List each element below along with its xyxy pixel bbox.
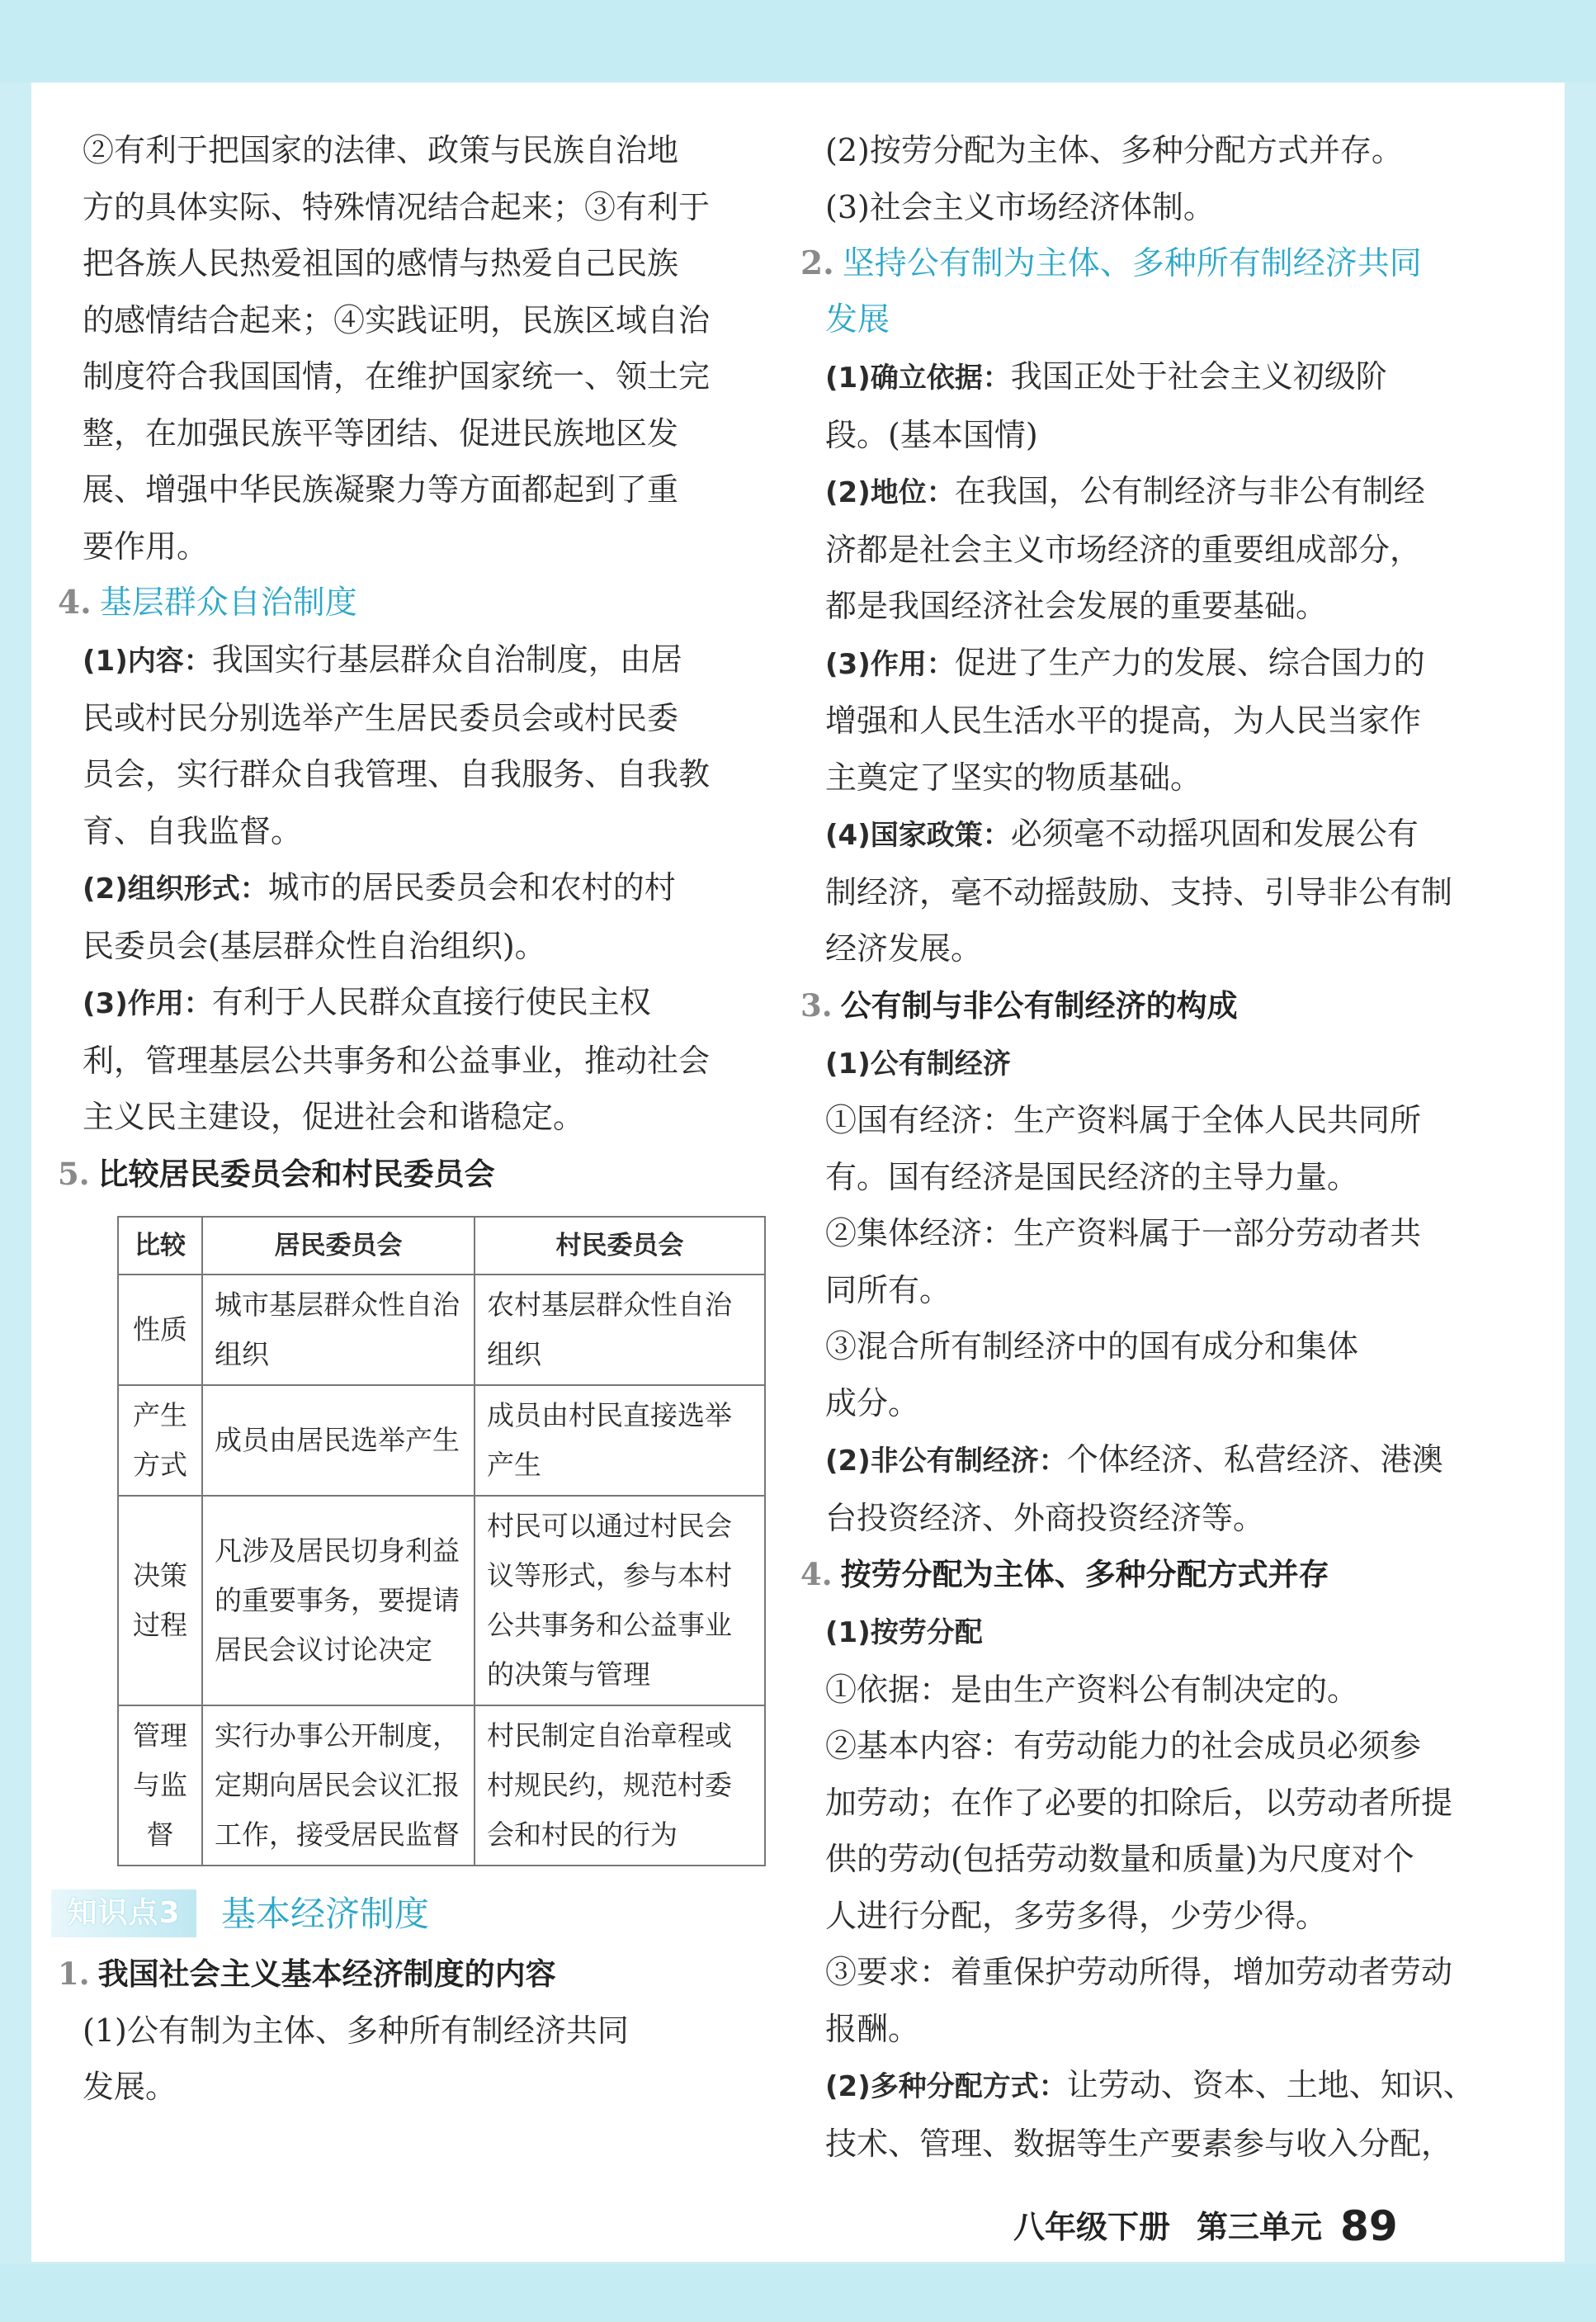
table-header: 居民委员会	[202, 1217, 475, 1274]
table-cell: 成员由村民直接选举产生	[475, 1385, 765, 1496]
table-row	[118, 1705, 765, 1866]
text-line: (2)按劳分配为主体、多种分配方式并存。	[825, 132, 1403, 168]
row-label: 管理与监督	[118, 1705, 202, 1866]
table-cell: 村民可以通过村民会议等形式，参与本村公共事务和公益事业的决策与管理	[475, 1496, 765, 1705]
table-row	[118, 1496, 765, 1705]
text-line: 把各族人民热爱祖国的感情与热爱自己民族	[83, 245, 679, 281]
table-cell: 城市基层群众性自治组织	[202, 1274, 475, 1385]
heading-grassroots-autonomy	[58, 575, 771, 631]
heading-public-ownership	[800, 235, 1510, 292]
text-line: 人进行分配，多劳多得，少劳少得。	[825, 1897, 1328, 1934]
text-line: 在我国，公有制经济与非公有制经	[954, 473, 1425, 509]
heading-number: 2.	[800, 244, 834, 282]
heading-comparison	[58, 1146, 771, 1203]
intro-paragraph	[83, 122, 771, 575]
bottom-border	[0, 2264, 1596, 2322]
heading-text: 公有制与非公有制经济的构成	[840, 987, 1238, 1024]
text-line: (3)社会主义市场经济体制。	[825, 188, 1215, 225]
heading-number: 3.	[800, 986, 833, 1024]
table-cell: 实行办事公开制度，定期向居民会议汇报工作，接受居民监督	[202, 1705, 475, 1866]
text-line: 主奠定了坚实的物质基础。	[825, 759, 1202, 796]
ownership-item-role	[825, 635, 1510, 806]
grassroots-item-content	[83, 631, 771, 859]
keyword: (3)作用：	[83, 987, 212, 1020]
heading-ownership-composition	[800, 977, 1510, 1034]
heading-text: 坚持公有制为主体、多种所有制经济共同	[842, 245, 1422, 282]
text-line: ②有利于把国家的法律、政策与民族自治地	[83, 132, 679, 168]
text-line: 加劳动；在作了必要的扣除后，以劳动者所提	[825, 1784, 1453, 1821]
keyword: (4)国家政策：	[825, 819, 1011, 852]
text-line: ①依据：是由生产资料公有制决定的。	[825, 1671, 1359, 1708]
keyword: (2)非公有制经济：	[825, 1445, 1067, 1478]
text-line: 报酬。	[825, 2010, 920, 2047]
text-line: 利，管理基层公共事务和公益事业，推动社会	[83, 1042, 711, 1079]
table-cell: 村民制定自治章程或村规民约，规范村委会和村民的行为	[475, 1705, 765, 1866]
text-line: 技术、管理、数据等生产要素参与收入分配，	[825, 2125, 1453, 2162]
section-title: 基本经济制度	[221, 1893, 430, 1934]
table-header: 村民委员会	[475, 1217, 765, 1274]
heading-text: 基层群众自治制度	[99, 584, 357, 622]
page-number: 89	[1340, 2202, 1398, 2250]
text-line: 促进了生产力的发展、综合国力的	[954, 644, 1425, 681]
text-line: 主义民主建设，促进社会和谐稳定。	[83, 1099, 585, 1135]
grassroots-item-form	[83, 859, 771, 974]
heading-text: 我国社会主义基本经济制度的内容	[97, 1955, 556, 1992]
footer-grade: 八年级下册	[1013, 2209, 1171, 2245]
row-label: 性质	[118, 1274, 202, 1385]
text-line: 我国实行基层群众自治制度，由居	[211, 641, 682, 678]
text-line: 要作用。	[83, 527, 209, 565]
keyword: (1)确立依据：	[825, 362, 1011, 395]
footer-unit: 第三单元	[1197, 2209, 1323, 2245]
table-header: 比较	[118, 1217, 202, 1274]
text-line: 我国正处于社会主义初级阶	[1010, 358, 1387, 395]
text-line: 个体经济、私营经济、港澳	[1066, 1441, 1443, 1478]
heading-basic-economic-system	[58, 1946, 771, 2003]
row-label: 决策过程	[118, 1496, 202, 1705]
text-line: 供的劳动(包括劳动数量和质量)为尺度对个	[825, 1841, 1414, 1877]
text-line: 成分。	[825, 1384, 920, 1421]
page-footer	[1013, 2197, 1509, 2255]
keyword: (1)内容：	[83, 645, 212, 678]
text-line: 台投资经济、外商投资经济等。	[825, 1499, 1265, 1536]
text-line: 整，在加强民族平等团结、促进民族地区发	[83, 414, 679, 452]
text-line: 让劳动、资本、土地、知识、	[1066, 2067, 1475, 2103]
text-line: 的感情结合起来；④实践证明，民族区域自治	[83, 301, 711, 338]
ownership-item-policy	[825, 806, 1510, 977]
table-cell: 成员由居民选举产生	[202, 1385, 475, 1496]
heading-distribution	[800, 1546, 1510, 1603]
keyword: (2)组织形式：	[83, 873, 268, 906]
table-row	[118, 1274, 765, 1385]
grassroots-item-role	[83, 974, 771, 1146]
keyword: (3)作用：	[825, 647, 955, 681]
keyword: (2)多种分配方式：	[825, 2070, 1067, 2103]
text-line: 育、自我监督。	[83, 812, 303, 849]
ownership-item-basis	[825, 348, 1510, 463]
text-line: 展、增强中华民族凝聚力等方面都起到了重	[83, 471, 679, 508]
heading-text: 按劳分配为主体、多种分配方式并存	[840, 1557, 1329, 1592]
text-line: 民或村民分别选举产生居民委员会或村民委	[83, 699, 679, 736]
knowledge-point-badge: 知识点3	[51, 1889, 196, 1937]
text-line: 经济发展。	[825, 930, 983, 967]
text-line: 必须毫不动摇巩固和发展公有	[1010, 816, 1419, 852]
comparison-table	[117, 1216, 766, 1866]
row-label: 产生方式	[118, 1385, 202, 1496]
keyword: (2)地位：	[825, 476, 955, 509]
text-line: 员会，实行群众自我管理、自我服务、自我教	[83, 756, 711, 792]
text-line: 发展。	[83, 2069, 177, 2105]
subheading: (1)按劳分配	[825, 1616, 983, 1649]
text-line: 有。国有经济是国民经济的主导力量。	[825, 1158, 1359, 1195]
table-header-row	[118, 1217, 765, 1274]
text-line: 都是我国经济社会发展的重要基础。	[825, 588, 1328, 624]
heading-number: 5.	[58, 1155, 90, 1192]
text-line: 民委员会(基层群众性自治组织)。	[83, 927, 546, 964]
top-border	[0, 0, 1596, 83]
text-line: 方的具体实际、特殊情况结合起来；③有利于	[83, 188, 711, 225]
text-line: ①国有经济：生产资料属于全体人民共同所	[825, 1102, 1422, 1138]
heading-number: 1.	[58, 1955, 90, 1992]
text-line: 济都是社会主义市场经济的重要组成部分，	[825, 531, 1422, 568]
text-line: ②集体经济：生产资料属于一部分劳动者共	[825, 1215, 1422, 1251]
text-line: 城市的居民委员会和农村的村	[267, 869, 676, 906]
heading-number: 4.	[800, 1556, 833, 1592]
heading-text-continued: 发展	[825, 301, 890, 338]
table-row	[118, 1385, 765, 1496]
text-line: ③要求：着重保护劳动所得，增加劳动者劳动	[825, 1954, 1453, 1990]
text-line: 有利于人民群众直接行使民主权	[211, 984, 651, 1020]
text-line: 制度符合我国国情，在维护国家统一、领土完	[83, 358, 711, 395]
text-line: ③混合所有制经济中的国有成分和集体	[825, 1328, 1359, 1364]
left-column	[58, 122, 771, 2116]
text-line: 制经济，毫不动摇鼓励、支持、引导非公有制	[825, 873, 1453, 910]
knowledge-point-header	[51, 1883, 771, 1942]
text-line: 增强和人民生活水平的提高，为人民当家作	[825, 702, 1422, 739]
text-line: 段。(基本国情)	[825, 416, 1038, 453]
heading-text: 比较居民委员会和村民委员会	[97, 1156, 495, 1192]
right-column	[800, 122, 1510, 2172]
text-line: ②基本内容：有劳动能力的社会成员必须参	[825, 1728, 1422, 1764]
subheading: (1)公有制经济	[825, 1047, 1011, 1081]
text-line: (1)公有制为主体、多种所有制经济共同	[83, 2012, 629, 2049]
text-line: 同所有。	[825, 1271, 951, 1308]
heading-number: 4.	[58, 584, 92, 622]
table-cell: 农村基层群众性自治组织	[475, 1274, 765, 1385]
ownership-item-status	[825, 463, 1510, 635]
page-sheet	[31, 83, 1565, 2262]
table-cell: 凡涉及居民切身利益的重要事务，要提请居民会议讨论决定	[202, 1496, 475, 1705]
